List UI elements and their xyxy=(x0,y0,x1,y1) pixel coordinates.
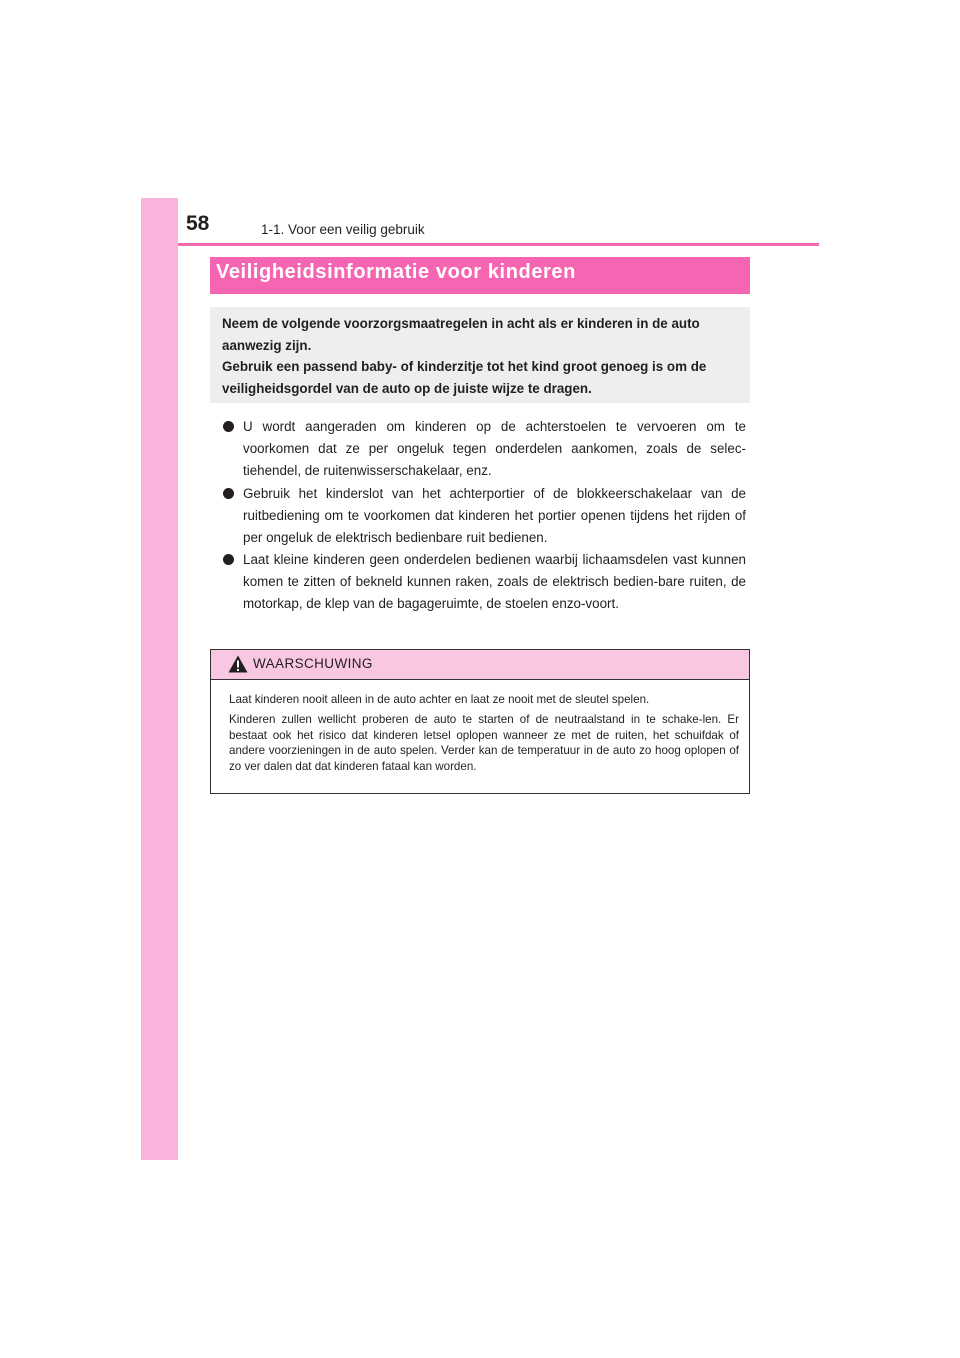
header-divider xyxy=(178,243,819,246)
warning-box xyxy=(210,649,750,794)
page-number: 58 xyxy=(186,212,210,235)
precaution-list xyxy=(222,416,746,616)
warning-body xyxy=(211,680,749,774)
section-breadcrumb: 1-1. Voor een veilig gebruik xyxy=(261,222,425,237)
bullet-dot-icon xyxy=(223,421,234,432)
intro-paragraph: Neem de volgende voorzorgsmaatregelen in acht als er kinderen in de auto aanwezig zijn. xyxy=(222,316,700,353)
list-item-text: Gebruik het kinderslot van het achterportier of de blokkeerschakelaar van de ruitbediening om te voorkomen dat kinderen het portier openen tijdens het rijden of per ongeluk de elektrisch bedienbare ruit bedienen. xyxy=(243,485,746,545)
list-item-text: U wordt aangeraden om kinderen op de achterstoelen te vervoeren om te voorkomen dat ze per ongeluk tegen onderdelen aankomen, zoals de selec-tiehendel, de ruitenwisserschakelaar, enz. xyxy=(243,419,746,478)
list-item xyxy=(222,483,746,549)
warning-triangle-icon xyxy=(228,655,248,673)
list-item-text: Laat kleine kinderen geen onderdelen bedienen waarbij lichaamsdelen vast kunnen komen te zitten of bekneld kunnen raken, zoals de elektrisch bedien-bare ruiten, de motorkap, de klep van de bagageruimte, de stoelen enzo-voort. xyxy=(243,552,746,612)
intro-paragraph: Gebruik een passend baby- of kinderzitje tot het kind groot genoeg is om de veiligheidsgordel van de auto op de juiste wijze te dragen. xyxy=(222,359,707,396)
list-item xyxy=(222,549,746,615)
section-title-bar xyxy=(210,257,750,294)
warning-paragraph: Kinderen zullen wellicht proberen de auto te starten of de neutraalstand in te schake-len. Er bestaat ook het risico dat kinderen letsel oplopen wanneer ze met de ruiten, het schuifdak of andere voorzieningen in de auto spelen. Verder kan de temperatuur in de auto zo hoog oplopen of zo ver dalen dat dat kinderen fataal kan worden. xyxy=(229,713,739,773)
bullet-dot-icon xyxy=(223,488,234,499)
page-title: Veiligheidsinformatie voor kinderen xyxy=(216,261,576,283)
intro-box xyxy=(210,307,750,403)
warning-label: WAARSCHUWING xyxy=(253,656,373,671)
warning-paragraph: Laat kinderen nooit alleen in de auto achter en laat ze nooit met de sleutel spelen. xyxy=(229,693,650,706)
side-tab-strip xyxy=(141,198,178,1160)
warning-header xyxy=(211,650,749,680)
list-item xyxy=(222,416,746,482)
bullet-dot-icon xyxy=(223,554,234,565)
